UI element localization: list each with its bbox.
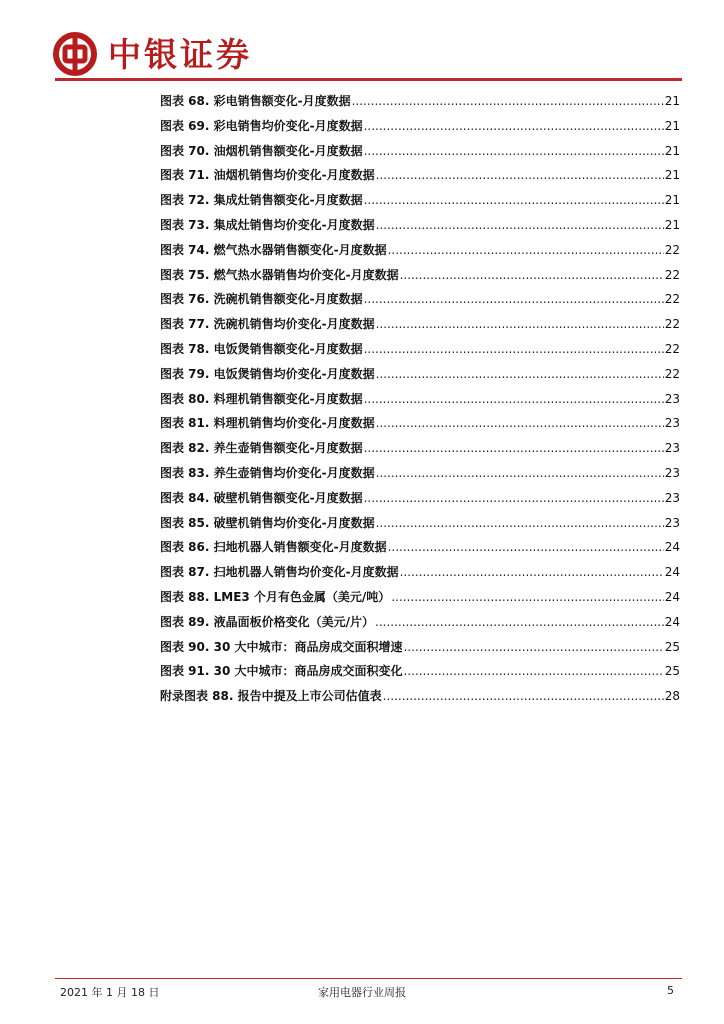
toc-entry-page: 23: [664, 391, 680, 406]
footer-rule: [55, 978, 682, 979]
toc-leader-dots: [376, 516, 664, 530]
toc-leader-dots: [376, 416, 664, 430]
toc-entry-title: 图表 72. 集成灶销售额变化-月度数据: [160, 193, 363, 208]
toc-entry[interactable]: [160, 340, 680, 365]
toc-leader-dots: [400, 268, 664, 282]
toc-leader-dots: [364, 491, 664, 505]
toc-entry-title: 附录图表 88. 报告中提及上市公司估值表: [160, 689, 382, 704]
toc-entry-page: 21: [664, 143, 680, 158]
toc-entry-page: 21: [664, 94, 680, 108]
toc-leader-dots: [364, 292, 664, 306]
page-number: 5: [667, 984, 674, 997]
toc-leader-dots: [404, 664, 664, 678]
toc-entry-title: 图表 85. 破壁机销售均价变化-月度数据: [160, 515, 375, 530]
toc-entry[interactable]: [160, 514, 680, 539]
toc-leader-dots: [383, 689, 664, 703]
toc-entry-title: 图表 78. 电饭煲销售额变化-月度数据: [160, 341, 363, 356]
footer-title: 家用电器行业周报: [318, 986, 406, 999]
toc-entry-page: 22: [664, 366, 680, 381]
header-rule: [55, 78, 682, 81]
toc-entry-title: 图表 70. 油烟机销售额变化-月度数据: [160, 143, 363, 158]
toc-entry[interactable]: [160, 166, 680, 191]
toc-entry-title: 图表 71. 油烟机销售均价变化-月度数据: [160, 168, 375, 183]
toc-entry-page: 24: [664, 565, 680, 580]
toc-entry-page: 23: [664, 441, 680, 456]
toc-leader-dots: [364, 193, 664, 207]
toc-entry-page: 21: [664, 193, 680, 208]
toc-entry[interactable]: [160, 191, 680, 216]
toc-leader-dots: [352, 94, 664, 108]
toc-leader-dots: [375, 615, 664, 629]
toc-entry-page: 24: [664, 614, 680, 629]
toc-entry-page: 21: [664, 118, 680, 133]
toc-entry[interactable]: [160, 588, 680, 613]
toc-entry[interactable]: [160, 538, 680, 563]
toc-entry[interactable]: [160, 464, 680, 489]
brand-name: 中银证券: [108, 34, 252, 74]
toc-entry-page: 22: [664, 292, 680, 307]
toc-entry-title: 图表 87. 扫地机器人销售均价变化-月度数据: [160, 565, 399, 580]
footer-date: 2021 年 1 月 18 日: [60, 986, 160, 999]
toc-entry-title: 图表 79. 电饭煲销售均价变化-月度数据: [160, 366, 375, 381]
toc-entry[interactable]: [160, 414, 680, 439]
toc-leader-dots: [400, 565, 664, 579]
toc-entry-title: 图表 75. 燃气热水器销售均价变化-月度数据: [160, 267, 399, 282]
toc-entry[interactable]: [160, 662, 680, 687]
toc-leader-dots: [376, 168, 664, 182]
toc-entry-title: 图表 91. 30 大中城市：商品房成交面积变化: [160, 664, 403, 679]
toc-entry[interactable]: [160, 142, 680, 167]
toc-leader-dots: [391, 590, 663, 604]
toc-entry-title: 图表 76. 洗碗机销售额变化-月度数据: [160, 292, 363, 307]
toc-entry-title: 图表 82. 养生壶销售额变化-月度数据: [160, 441, 363, 456]
toc-entry-page: 28: [664, 689, 680, 704]
toc-entry-page: 24: [664, 589, 680, 604]
toc-leader-dots: [404, 640, 664, 654]
toc-entry[interactable]: [160, 290, 680, 315]
toc-entry[interactable]: [160, 216, 680, 241]
toc-entry-title: 图表 80. 料理机销售额变化-月度数据: [160, 391, 363, 406]
toc-entry[interactable]: [160, 241, 680, 266]
toc-leader-dots: [376, 317, 664, 331]
toc-leader-dots: [364, 119, 664, 133]
toc-entry-title: 图表 81. 料理机销售均价变化-月度数据: [160, 416, 375, 431]
toc-leader-dots: [376, 367, 664, 381]
toc-entry[interactable]: [160, 638, 680, 663]
toc-leader-dots: [376, 466, 664, 480]
brand-logo: [52, 30, 252, 78]
toc-entry[interactable]: [160, 687, 680, 712]
toc-entry[interactable]: [160, 117, 680, 142]
toc-entry-title: 图表 84. 破壁机销售额变化-月度数据: [160, 490, 363, 505]
toc-entry[interactable]: [160, 439, 680, 464]
toc-entry-title: 图表 90. 30 大中城市：商品房成交面积增速: [160, 639, 403, 654]
toc-entry-page: 22: [664, 317, 680, 332]
toc-entry-title: 图表 88. LME3 个月有色金属（美元/吨）: [160, 589, 391, 604]
toc-entry-title: 图表 68. 彩电销售额变化-月度数据: [160, 94, 351, 108]
toc-entry-page: 25: [664, 639, 680, 654]
toc-entry-title: 图表 74. 燃气热水器销售额变化-月度数据: [160, 242, 387, 257]
toc-entry-page: 21: [664, 217, 680, 232]
toc-entry[interactable]: [160, 92, 680, 117]
toc-entry[interactable]: [160, 563, 680, 588]
toc-entry-title: 图表 86. 扫地机器人销售额变化-月度数据: [160, 540, 387, 555]
toc-entry-page: 23: [664, 490, 680, 505]
toc-entry-page: 21: [664, 168, 680, 183]
toc-leader-dots: [364, 392, 664, 406]
toc-entry-page: 23: [664, 465, 680, 480]
toc-leader-dots: [388, 243, 664, 257]
table-of-figures: [160, 92, 680, 712]
bank-of-china-logo-icon: [52, 31, 98, 77]
toc-entry[interactable]: [160, 365, 680, 390]
toc-entry-page: 22: [664, 242, 680, 257]
toc-entry[interactable]: [160, 266, 680, 291]
toc-leader-dots: [376, 218, 664, 232]
toc-leader-dots: [388, 540, 664, 554]
toc-entry[interactable]: [160, 315, 680, 340]
toc-entry-page: 25: [664, 664, 680, 679]
toc-entry-page: 24: [664, 540, 680, 555]
toc-entry-page: 22: [664, 267, 680, 282]
toc-leader-dots: [364, 441, 664, 455]
toc-entry[interactable]: [160, 489, 680, 514]
toc-entry-page: 23: [664, 515, 680, 530]
toc-leader-dots: [364, 144, 664, 158]
toc-entry-title: 图表 73. 集成灶销售均价变化-月度数据: [160, 217, 375, 232]
toc-entry-title: 图表 83. 养生壶销售均价变化-月度数据: [160, 465, 375, 480]
toc-leader-dots: [364, 342, 664, 356]
toc-entry-title: 图表 69. 彩电销售均价变化-月度数据: [160, 118, 363, 133]
toc-entry[interactable]: [160, 390, 680, 415]
toc-entry-title: 图表 77. 洗碗机销售均价变化-月度数据: [160, 317, 375, 332]
toc-entry-page: 23: [664, 416, 680, 431]
toc-entry[interactable]: [160, 613, 680, 638]
toc-entry-title: 图表 89. 液晶面板价格变化（美元/片）: [160, 614, 374, 629]
toc-entry-page: 22: [664, 341, 680, 356]
